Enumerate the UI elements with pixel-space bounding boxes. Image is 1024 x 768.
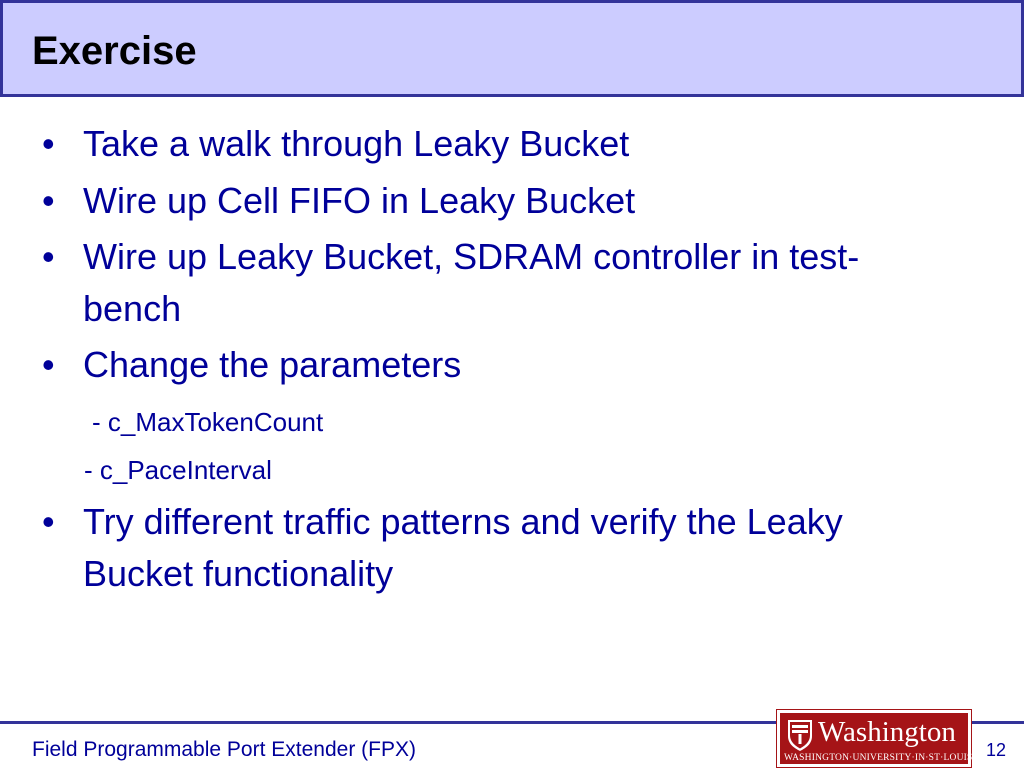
sub-item: - c_PaceInterval [84, 455, 272, 485]
bullet-item [42, 175, 942, 227]
bullet-text: Take a walk through Leaky Bucket [83, 123, 630, 164]
slide-title: Exercise [32, 29, 197, 73]
bullet-text: Try different traffic patterns and verify the Leaky Bucket functionality [83, 501, 843, 594]
bullet-text: Change the parameters [83, 344, 462, 385]
logo-background [780, 713, 973, 764]
bullet-dot: • [42, 180, 55, 221]
logo-wordmark: Washington [818, 716, 956, 748]
bullet-dot: • [42, 236, 55, 277]
university-logo [776, 709, 972, 768]
footer-title: Field Programmable Port Extender (FPX) [32, 738, 416, 761]
bullet-dot: • [42, 501, 55, 542]
bullet-dot: • [42, 123, 55, 164]
page-number: 12 [985, 740, 1006, 760]
bullet-item [42, 339, 942, 391]
logo-subtitle: WASHINGTON·UNIVERSITY·IN·ST·LOUIS [784, 753, 973, 763]
bullet-text: Wire up Leaky Bucket, SDRAM controller in test-bench [83, 236, 860, 329]
washington-university-shield-icon [786, 718, 814, 752]
bullet-item [42, 496, 942, 600]
bullet-text: Wire up Cell FIFO in Leaky Bucket [83, 180, 636, 221]
bullet-item [42, 231, 942, 335]
bullet-dot: • [42, 344, 55, 385]
bullet-item [42, 118, 942, 170]
sub-item: - c_MaxTokenCount [92, 407, 324, 437]
